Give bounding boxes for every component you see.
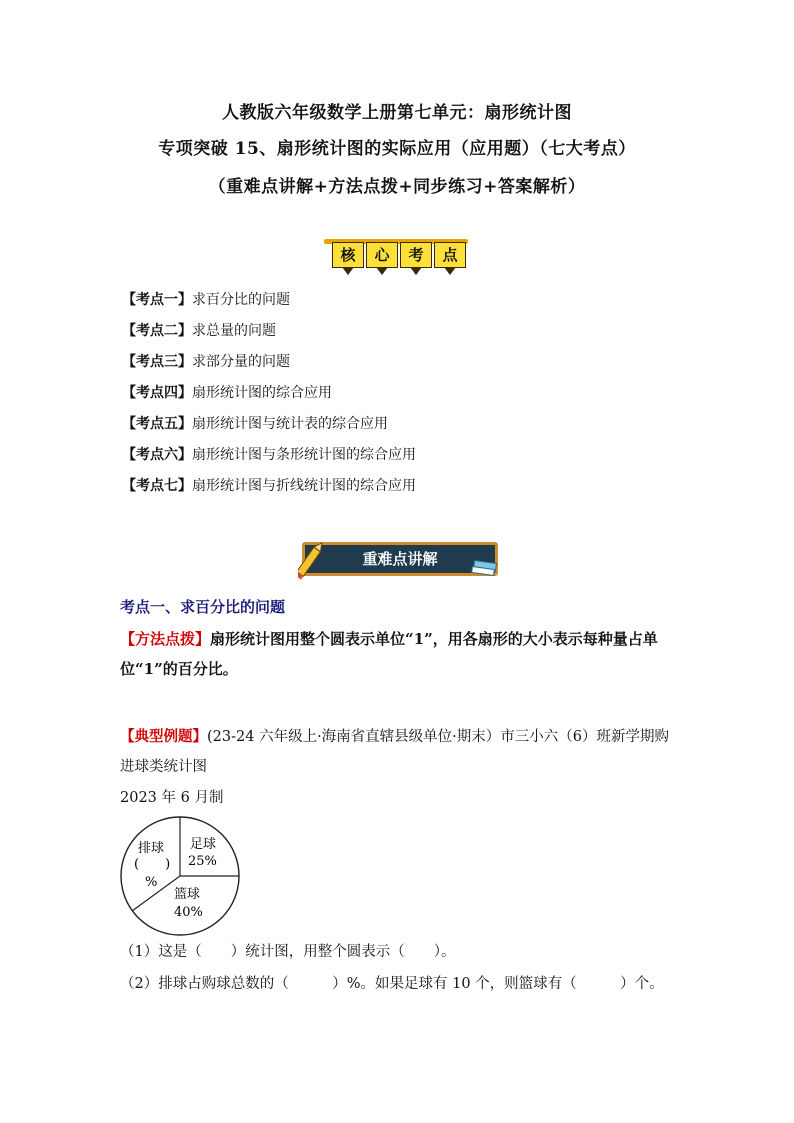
key-point-tag: 【考点六】 — [122, 447, 192, 463]
banner-char: 考 — [400, 242, 432, 268]
key-point-item — [122, 475, 416, 506]
question-2: （2）排球占购球总数的（ ）%。如果足球有 10 个，则篮球有（ ）个。 — [120, 976, 664, 992]
banner-char: 点 — [434, 242, 466, 268]
key-point-list — [122, 289, 416, 506]
key-point-tag: 【考点五】 — [122, 416, 192, 432]
key-point-tag: 【考点二】 — [122, 323, 192, 339]
key-point-item — [122, 320, 416, 351]
question-1: （1）这是（ ）统计图，用整个圆表示（ ）。 — [120, 944, 456, 960]
banner-char: 心 — [366, 242, 398, 268]
pie-label-basketball: 篮球 — [174, 887, 201, 902]
key-difficulty-banner — [298, 540, 498, 582]
key-point-text: 扇形统计图的综合应用 — [192, 385, 332, 401]
method-tag: 【方法点拨】 — [120, 630, 211, 648]
key-point-item — [122, 351, 416, 382]
key-point-text: 扇形统计图与条形统计图的综合应用 — [192, 447, 416, 463]
key-point-item — [122, 382, 416, 413]
example-text: (23-24 六年级上·海南省直辖县级单位·期末）市三小六（6）班新学期购进球类统计图 — [120, 729, 670, 775]
doc-title-line1: 人教版六年级数学上册第七单元：扇形统计图 — [222, 103, 572, 123]
key-point-tag: 【考点一】 — [122, 292, 192, 308]
section-heading: 考点一、求百分比的问题 — [120, 598, 286, 616]
pie-label-volleyball: 排球 — [138, 841, 165, 856]
key-point-text: 求部分量的问题 — [192, 354, 290, 370]
key-point-text: 求总量的问题 — [192, 323, 276, 339]
pie-label-football: 足球 — [190, 837, 217, 852]
key-point-text: 扇形统计图与统计表的综合应用 — [192, 416, 388, 432]
key-point-item — [122, 413, 416, 444]
pie-value-volleyball-percent: % — [145, 875, 158, 890]
doc-title-line2: 专项突破 15、扇形统计图的实际应用（应用题）（七大考点） — [158, 139, 636, 159]
key-point-text: 求百分比的问题 — [192, 292, 290, 308]
date-note: 2023 年 6 月制 — [120, 790, 224, 806]
key-point-tag: 【考点四】 — [122, 385, 192, 401]
pencil-book-icon — [298, 540, 498, 582]
key-point-tag: 【考点三】 — [122, 354, 192, 370]
pie-value-basketball: 40% — [174, 905, 203, 920]
method-paragraph — [120, 624, 680, 684]
key-point-item — [122, 444, 416, 475]
banner-char: 核 — [332, 242, 364, 268]
example-paragraph — [120, 722, 680, 782]
key-point-item — [122, 289, 416, 320]
method-text: 扇形统计图用整个圆表示单位“1”，用各扇形的大小表示每种量占单位“1”的百分比。 — [120, 630, 658, 678]
doc-title-line3: （重难点讲解+方法点拨+同步练习+答案解析） — [208, 177, 586, 197]
banner-board: 重难点讲解 — [302, 542, 498, 576]
pie-value-volleyball: ( ) — [134, 857, 171, 872]
core-points-banner — [324, 236, 468, 274]
key-point-text: 扇形统计图与折线统计图的综合应用 — [192, 478, 416, 494]
key-point-tag: 【考点七】 — [122, 478, 192, 494]
example-tag: 【典型例题】 — [120, 728, 207, 745]
ball-pie-chart — [118, 814, 242, 938]
pie-value-football: 25% — [188, 854, 217, 869]
